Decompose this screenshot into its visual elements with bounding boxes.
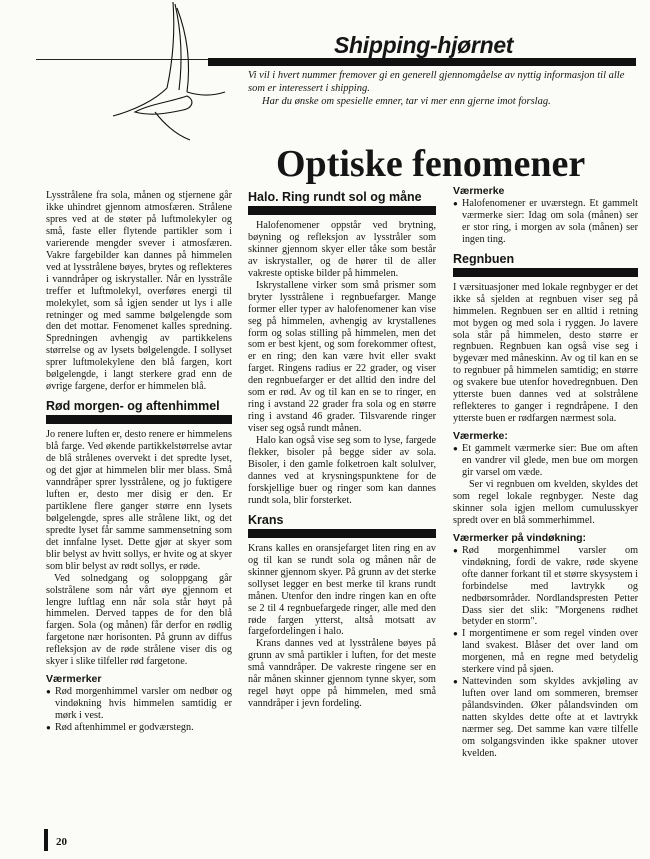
section-heading-krans: Krans [248, 512, 284, 527]
section-heading-halo: Halo. Ring rundt sol og måne [248, 190, 422, 204]
heading-bar [248, 206, 436, 215]
heading-bar [46, 415, 232, 424]
bullet-list [453, 198, 638, 246]
column-1 [46, 190, 232, 734]
list-item: ● Et gammelt værmerke sier: Bue om aften en vandrer vil glede, men bue om morgen gir varsel om væde. [453, 443, 638, 479]
bullet-list [453, 443, 638, 479]
paragraph: Krans dannes ved at lysstrålene bøyes på grunn av små partikler i luften, for det meste små vanndråper. De vakreste ringene ser en når månen skinner gjennom tynne skyer, som regel høyt oppe på himmelen, med små vanndråper i jevn fordeling. [248, 638, 436, 710]
bullet-list [46, 686, 232, 734]
subheading-weather-sign: Værmerke [453, 185, 505, 197]
page-number: 20 [56, 836, 67, 848]
article-headline: Optiske fenomener [276, 143, 586, 185]
paragraph: I værsituasjoner med lokale regnbyger er det ikke så sjelden at regnbuen viser seg på himmelen. Regnbuen ser en alltid i retning mot bygen og med sola i ryggen. Jo lavere sola står på himmelen, desto større er regnbuen. Regnbuen kan også vise seg i bygevær med måneskinn. Av og til kan en se to regnbuer på himmelen samtidig; en større og svakere bue utenfor hovedregnbuen. Den ytterste buen dannes ved at solstrålene reflekteres to ganger i regndråpene. I den ytterste buen er rødfargen nærmest sola. [453, 281, 638, 425]
list-item: ● Nattevinden som skyldes avkjøling av luften over land om sommeren, bremser pålandsvinden. Øker pålandsvinden om natten skyldes dette ofte at et lavtrykk nærmer seg. Det samme kan være tilfelle om solgangsvinden ikke spakner utover kvelden. [453, 676, 638, 760]
paragraph: Lysstrålene fra sola, månen og stjernene går ikke uhindret gjennom atmosfæren. Strålene spres ved at de støter på luftmolekyler og små, faste eller flytende partikler som i varierende mengder svever i atmosfæren. Vakre fargebilder kan dannes på himmelen ved at lysstrålene bøyes, brytes og reflekteres i vanndråper og iskrystaller. Når en lysstråle treffer et luftmolekyl, overføres energi til molekylet, som så igjen sender ut lys i alle retninger og med samme bølgelengde som den det mottar. Fenomenet kalles spredning. Spredningen avhengig av partikkelens størrelse og av lysets bølgelengde. I sollyset sprer luftmolekylene den blå fargen, kort bølgelengde, i langt sterkere grad enn de øvrige fargene, derfor er himmelen blå. [46, 190, 232, 393]
subheading-weather-signs: Værmerker [46, 673, 102, 686]
seagull-illustration [95, 0, 235, 150]
paragraph: Halofenomener oppstår ved brytning, bøyning og refleksjon av lysstråler som skinner gjennom skyer eller tåke som består av iskrystaller, og de hører til de aller vakreste optiske bilder på himmelen. [248, 219, 436, 279]
list-item: ● Rød morgenhimmel varsler om nedbør og vindøkning hvis himmelen samtidig er mørk i vest. [46, 686, 232, 722]
paragraph: Ved solnedgang og soloppgang går solstrålene som når vårt øye gjennom et lengre luftlag enn når sola står høyt på himmelen. Derved tappes de for den blå fargen. Sola (og månen) får derfor en rødlig fargetone nær horisonten. På grunn av diffus refleksjon av de røde strålene viser dis og skyer i slike tilfeller rød fargetone. [46, 572, 232, 668]
paragraph: Halo kan også vise seg som to lyse, fargede flekker, bisoler på begge sider av sola. Bisoler, i den gamle folketroen kalt solulver, dannes ved at krysningspunktene for de forskjellige buer og ringer som kan dannes rundt sola, blir forsterket. [248, 435, 436, 506]
column-title: Shipping-hjørnet [334, 32, 514, 58]
list-item: ● Rød aftenhimmel er godværstegn. [46, 722, 232, 734]
paragraph: Iskrystallene virker som små prismer som bryter lysstrålene i regnbuefarger. Mange former eller typer av halofenomener kan vise seg på himmelen, avhengig av krystallenes form og solas stilling på himmelen, men det som er best kjent, og som forekommer oftest, er en ring; den kan være hvit eller svakt farget. Ringens radius er 22 grader, og viser den regnbuefarger er det alltid den indre del som er rød. Av og til kan en se to ringer, en ring i avstand 22 grader fra sola og en større ring i avstand 46 grader. Tilsvarende ringer viser seg også rundt månen. [248, 279, 436, 435]
section-heading-red-sky: Rød morgen- og aftenhimmel [46, 399, 220, 414]
paragraph: Krans kalles en oransjefarget liten ring en av og til kan se rundt sola og månen når de skinner gjennom skyer. På grunn av det sterke sollyset legger en best merke til krans rundt månen. Utenfor den indre ringen kan en ofte se 2 til 4 regnbuefargede ringer, alle med den røde fargen ytterst, altså motsatt av fargefordelingen i halo. [248, 542, 436, 638]
paragraph: Ser vi regnbuen om kvelden, skyldes det som regel lokale regnbyger. Neste dag skinner sola igjen mellom cumulusskyer spredt over en blå sommerhimmel. [453, 478, 638, 526]
list-item: ● Halofenomener er uværstegn. Et gammelt værmerke sier: Idag om sola (månen) ser er stor ring, i morgen av sola (månen) ser ingen ting. [453, 198, 638, 246]
intro-text [248, 70, 640, 108]
heading-bar [453, 268, 638, 277]
heading-bar [248, 529, 436, 538]
footer-bar [44, 829, 48, 851]
subheading-weather-sign: Værmerke: [453, 430, 508, 443]
section-heading-rainbow: Regnbuen [453, 251, 515, 266]
paragraph: Jo renere luften er, desto renere er himmelens blå farge. Ved økende partikkelstørrelse avtar de blå strålenes overvekt i det spredte lyset, og det gjør at himmelen blir mer blass. Små vanndråper sprer lysstrålene, og jo fuktigere luften er, desto mer disig er den. Er partiklene flere ganger større enn lysets bølgelengde, spres alle strålene likt, og det spredte lyset får samme sammensetning som det innfalne lyset. Dette gjør at skyer som blir belyst av hvitt sollys, er hvite og at skyer som blir belyst av rødt sollys, er røde. [46, 429, 232, 572]
intro-line-1: Vi vil i hvert nummer fremover gi en generell gjennomgåelse av nyttig informasjon til alle som er interessert i shipping. [248, 70, 625, 94]
column-3 [453, 186, 638, 760]
subheading-wind-signs: Værmerker på vindøkning: [453, 531, 587, 544]
bullet-list [453, 545, 638, 760]
list-item: ● I morgentimene er som regel vinden over land svakest. Blåser det over land om morgenen, må en regne med betydelig sterkere vind på sjøen. [453, 628, 638, 676]
intro-line-2: Har du ønske om spesielle emner, tar vi mer enn gjerne imot forslag. [262, 95, 551, 107]
list-item: ● Rød morgenhimmel varsler om vindøkning, fordi de vakre, røde skyene ofte danner forkant til et større skysystem i forbindelse med lavtrykk og nedbørsområder. Nordlandspresten Petter Dass sier det slik: "Morgenens rødhet betyder en storm". [453, 545, 638, 629]
column-2 [248, 192, 436, 710]
header-rule [208, 58, 636, 66]
